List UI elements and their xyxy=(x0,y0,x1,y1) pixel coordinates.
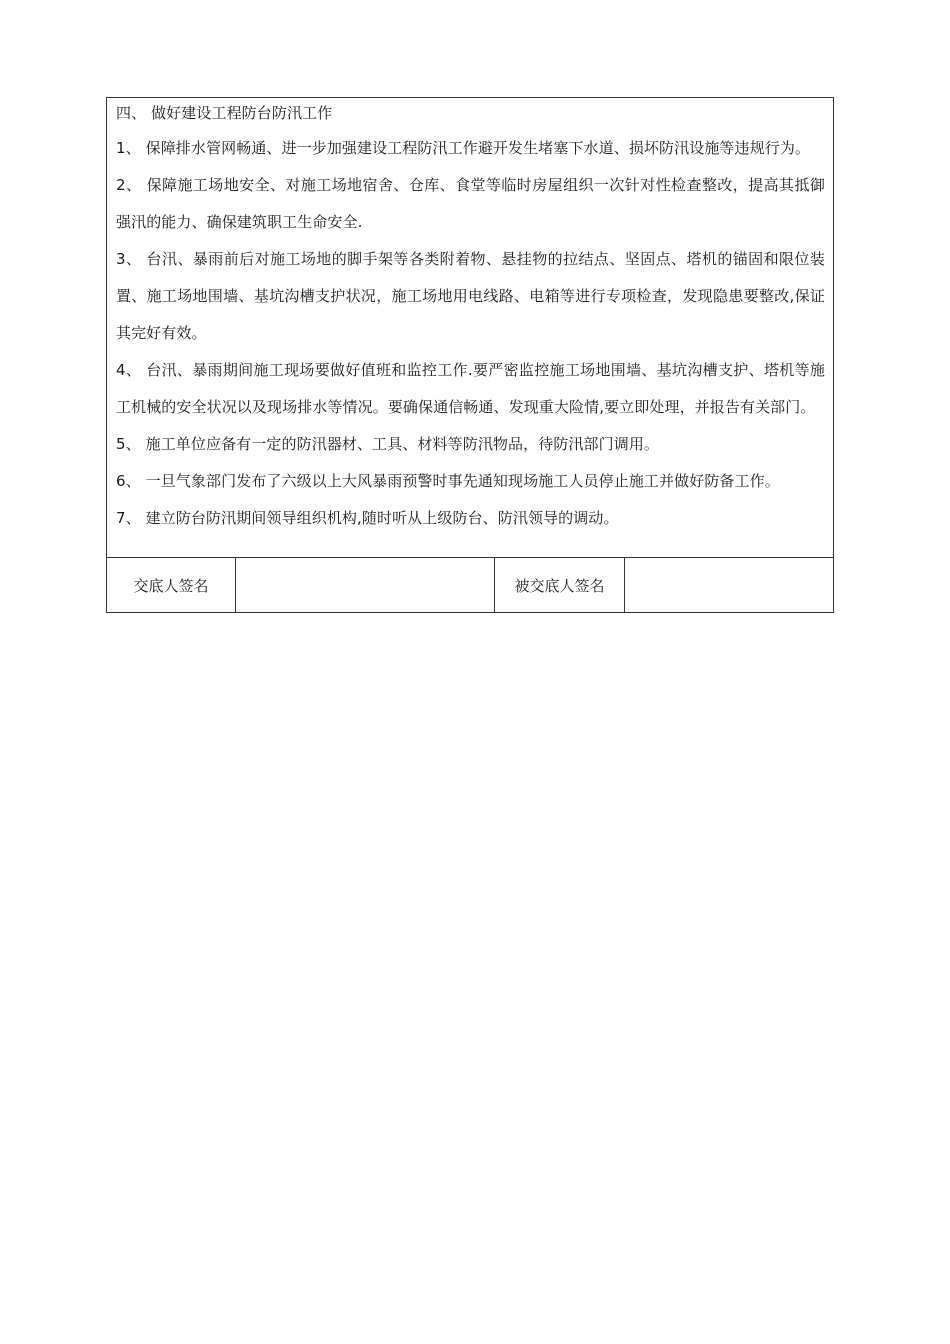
list-item-7: 7、 建立防台防汛期间领导组织机构,随时听从上级防台、防汛领导的调动。 xyxy=(116,509,619,527)
content-cell xyxy=(107,98,833,557)
list-item-1: 1、 保障排水管网畅通、进一步加强建设工程防汛工作避开发生堵塞下水道、损坏防汛设施等违规行为。 xyxy=(116,139,811,157)
receiver-signature-label: 被交底人签名 xyxy=(495,558,625,612)
list-item-6: 6、 一旦气象部门发布了六级以上大风暴雨预警时事先通知现场施工人员停止施工并做好防备工作。 xyxy=(116,472,780,490)
signature-row xyxy=(107,557,833,612)
list-item-5: 5、 施工单位应备有一定的防汛器材、工具、材料等防汛物品，待防汛部门调用。 xyxy=(116,435,660,453)
list-item-3: 3、 台汛、暴雨前后对施工场地的脚手架等各类附着物、悬挂物的拉结点、坚固点、塔机的锚固和限位装置、施工场地围墙、基坑沟槽支护状况，施工场地用电线路、电箱等进行专项检查，发现隐患要整改,保证其完好有效。 xyxy=(116,250,825,342)
receiver-signature-field[interactable] xyxy=(625,558,833,612)
section-heading: 四、 做好建设工程防台防汛工作 xyxy=(116,104,333,122)
list-item-4: 4、 台汛、暴雨期间施工现场要做好值班和监控工作.要严密监控施工场地围墙、基坑沟槽支护、塔机等施工机械的安全状况以及现场排水等情况。要确保通信畅通、发现重大险情,要立即处理，并报告有关部门。 xyxy=(116,361,825,416)
list-item-2: 2、 保障施工场地安全、对施工场地宿舍、仓库、食堂等临时房屋组织一次针对性检查整改，提高其抵御强汛的能力、确保建筑职工生命安全. xyxy=(116,176,825,231)
handover-signature-label: 交底人签名 xyxy=(107,558,236,612)
disclosure-table xyxy=(106,97,834,613)
handover-signature-field[interactable] xyxy=(236,558,495,612)
